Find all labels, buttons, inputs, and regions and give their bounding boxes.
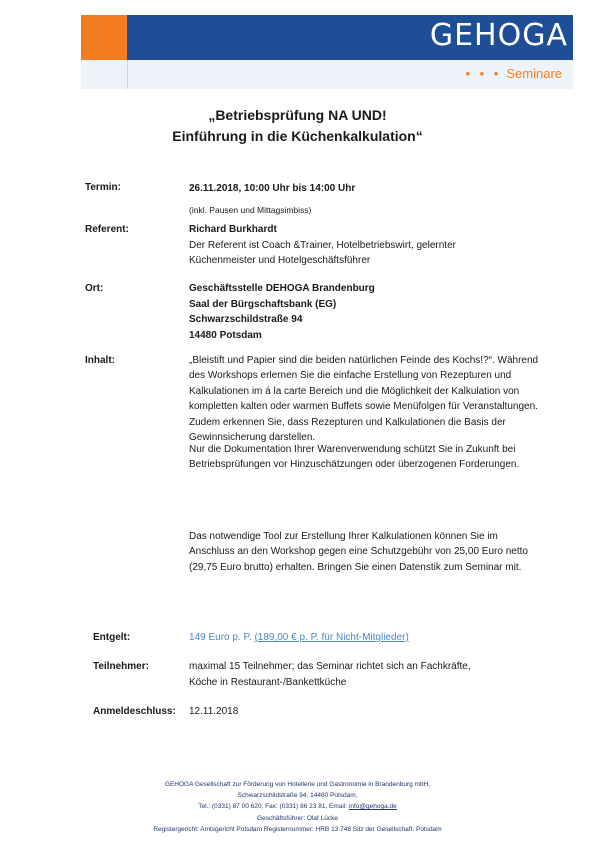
- referent-name: Richard Burkhardt: [189, 224, 277, 235]
- footer-register: Registergericht: Amtsgericht Potsdam Registernummer: HRB 13 748 Sitz der Gesellschaft: Potsdam: [153, 825, 442, 833]
- ort-line-1: Geschäftsstelle DEHOGA Brandenburg: [189, 283, 375, 294]
- referent-desc-2: Küchenmeister und Hotelgeschäftsführer: [189, 255, 371, 266]
- teilnehmer-block: [189, 659, 471, 690]
- termin-label: Termin:: [85, 182, 121, 193]
- footer-company: GEHOGA Gesellschaft zur Förderung von Hotellerie und Gastronomie in Brandenburg mbH,: [164, 781, 431, 788]
- anmeldeschluss-value: 12.11.2018: [189, 706, 239, 717]
- header-divider: [127, 60, 128, 89]
- termin-note: (inkl. Pausen und Mittagsimbiss): [189, 205, 312, 215]
- teilnehmer-label: Teilnehmer:: [93, 661, 149, 672]
- header-orange-block: [81, 15, 127, 60]
- anmeldeschluss-label: Anmeldeschluss:: [93, 706, 176, 717]
- ort-label: Ort:: [85, 283, 104, 294]
- section-label-text: Seminare: [506, 66, 562, 81]
- inhalt-paragraph-2: Nur die Dokumentation Ihrer Warenverwendung schützt Sie in Zukunft bei Betriebsprüfungen vor Hinzuschätzungen oder überzogenen Forderungen.: [189, 444, 520, 471]
- title-line-1: „Betriebsprüfung NA UND!: [208, 107, 387, 123]
- referent-desc-1: Der Referent ist Coach &Trainer, Hotelbetriebswirt, gelernter: [189, 239, 456, 251]
- entgelt-member-price: 149 Euro p. P.: [189, 632, 252, 643]
- inhalt-label: Inhalt:: [85, 355, 115, 366]
- entgelt-value: [189, 630, 409, 646]
- referent-block: [189, 222, 456, 269]
- entgelt-label: Entgelt:: [93, 632, 131, 643]
- footer: [0, 779, 595, 835]
- ort-line-3: Schwarzschildstraße 94: [189, 314, 303, 325]
- teilnehmer-line-1: maximal 15 Teilnehmer; das Seminar richtet sich an Fachkräfte,: [189, 661, 471, 672]
- footer-managing-director: Geschäftsführer: Olaf Lücke: [257, 814, 338, 822]
- inhalt-paragraph-3: Das notwendige Tool zur Erstellung Ihrer Kalkulationen können Sie im Anschluss an den Workshop gegen eine Schutzgebühr von 25,00 Euro netto (29,75 Euro brutto) erhalten. Bringen Sie einen Datenstik zum Seminar mit.: [189, 531, 528, 573]
- ort-line-2: Saal der Bürgschaftsbank (EG): [189, 298, 337, 310]
- ort-line-4: 14480 Potsdam: [189, 329, 262, 341]
- teilnehmer-line-2: Köche in Restaurant-/Bankettküche: [189, 676, 347, 688]
- entgelt-nonmember-link[interactable]: (189,00 € p. P. für Nicht-Mitglieder): [254, 632, 409, 643]
- ort-block: [189, 281, 375, 343]
- inhalt-paragraph-1: „Bleistift und Papier sind die beiden natürlichen Feinde des Kochs!?“. Während des Workshops erlernen Sie die einfache Erstellung von Rezepturen und Kalkulationen im á la carte Bereich und die Möglichkeit der Kalkulation von kompletten kalten oder warmen Buffets sowie Menüfolgen für Veranstaltungen. Zudem erkennen Sie, dass Rezepturen und Kalkulationen die Basis der Gewinnsicherung darstellen.: [189, 355, 539, 444]
- footer-phone-fax: Tel.: (0331) 87 00 620, Fax: (0331) 86 23 81, Email:: [198, 803, 349, 811]
- dots-icon: • • •: [465, 66, 502, 81]
- referent-label: Referent:: [85, 224, 129, 235]
- footer-email-link[interactable]: info@gehoga.de: [348, 803, 397, 811]
- section-label: [465, 66, 562, 81]
- termin-value: 26.11.2018, 10:00 Uhr bis 14:00 Uhr: [189, 183, 356, 194]
- footer-address: Schwarzschildstraße 94, 14480 Potsdam,: [237, 792, 358, 800]
- gehoga-logo: GEHOGA: [429, 18, 568, 53]
- title-line-2: Einführung in die Küchenkalkulation“: [172, 128, 423, 144]
- footer-contact: [0, 801, 595, 812]
